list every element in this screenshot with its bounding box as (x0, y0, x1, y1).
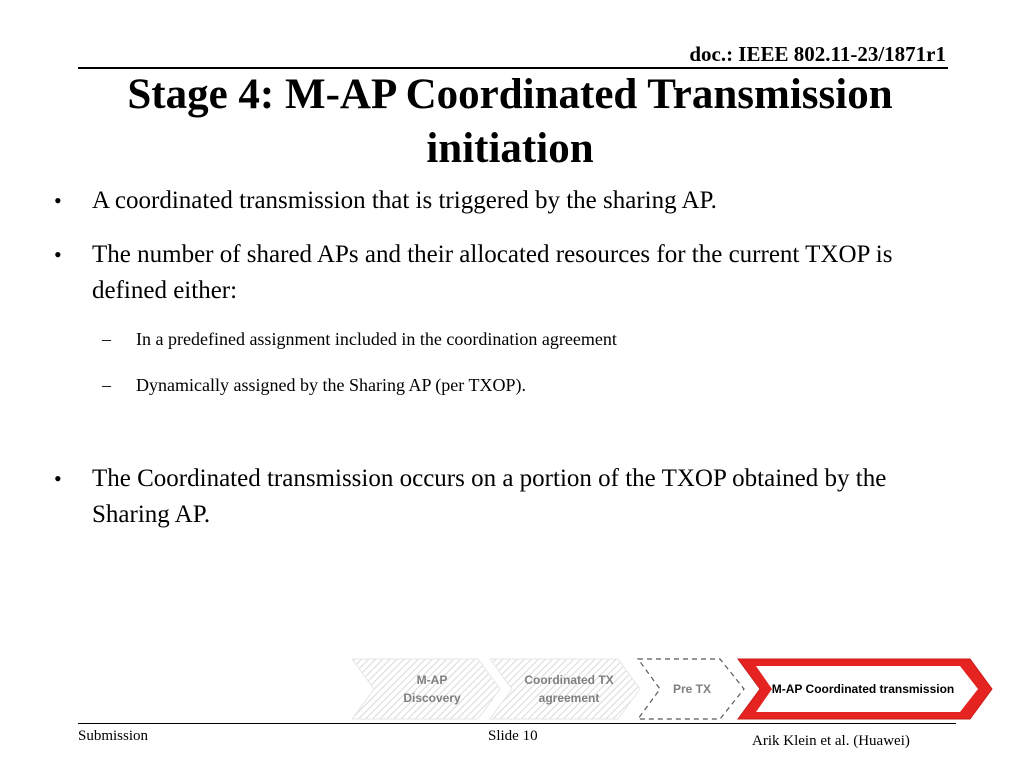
bullet-item (54, 183, 972, 219)
sub-bullet-text: In a predefined assignment included in the coordination agreement (136, 329, 617, 349)
bullet-text-line-2: Sharing AP. (92, 501, 211, 528)
stage-process-diagram (350, 656, 996, 722)
stage-label-line: M-AP (416, 673, 448, 687)
sub-bullet-text: Dynamically assigned by the Sharing AP (per TXOP). (136, 375, 526, 395)
footer-submission: Submission (78, 728, 149, 744)
bullet-marker: • (54, 466, 62, 491)
bullet-text-line-2: defined either: (92, 277, 238, 304)
stage-label-line: agreement (538, 691, 600, 705)
bullet-marker: • (54, 242, 62, 267)
sub-bullet-marker: – (102, 375, 111, 395)
stage-label-agreement (510, 671, 628, 707)
footer-author: Arik Klein et al. (Huawei) (752, 733, 910, 749)
sub-bullet-marker: – (102, 329, 111, 349)
bullet-text-line-1: The Coordinated transmission occurs on a portion of the TXOP obtained by the (92, 465, 887, 492)
document-id: doc.: IEEE 802.11-23/1871r1 (689, 42, 946, 66)
footer-divider (78, 723, 956, 724)
stage-label-line: Discovery (403, 691, 461, 705)
slide-title (70, 68, 950, 176)
title-line-2: initiation (426, 125, 594, 172)
bullet-item (54, 237, 972, 309)
stage-label-discovery (392, 671, 472, 707)
bullet-marker: • (54, 188, 62, 213)
stage-label-line: Coordinated TX (524, 673, 614, 687)
title-line-1: Stage 4: M-AP Coordinated Transmission (127, 71, 893, 118)
bullet-item (54, 461, 972, 533)
bullet-text-line-1: The number of shared APs and their allocated resources for the current TXOP is (92, 241, 893, 268)
footer-slide-number: Slide 10 (488, 728, 538, 744)
sub-bullet-item (102, 326, 936, 352)
stage-label-coordinated-transmission: M-AP Coordinated transmission (771, 682, 955, 696)
bullet-text: A coordinated transmission that is triggered by the sharing AP. (92, 187, 717, 214)
stage-label-pre-tx: Pre TX (672, 682, 711, 696)
sub-bullet-item (102, 372, 936, 398)
